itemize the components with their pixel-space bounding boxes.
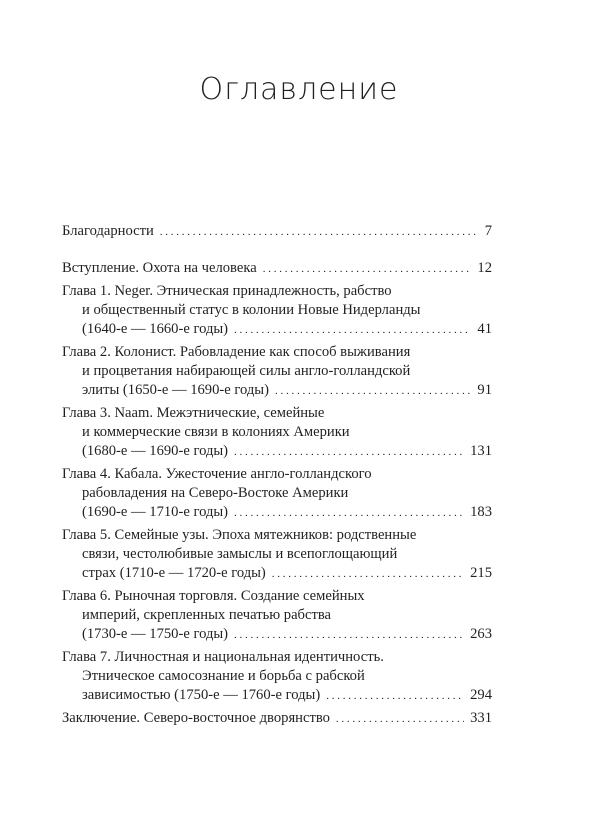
toc-entry-title-continued: рабовладения на Северо-Востоке Америки [82, 485, 349, 501]
toc-entry-chapter-4 [62, 465, 492, 523]
toc-entry-title-continued: и коммерческие связи в колониях Америки [82, 424, 350, 440]
dot-leader [275, 381, 471, 401]
toc-entry-title-continued: Этническое самосознание и борьба с рабской [82, 668, 365, 684]
toc-entry-conclusion [62, 709, 492, 729]
toc-entry-chapter-5 [62, 526, 492, 584]
toc-entry-title-continued: (1730-е — 1750-е годы) [82, 626, 229, 642]
toc-entry-title-continued: (1640-е — 1660-е годы) [82, 321, 229, 337]
toc-entry-title-continued: страх (1710-е — 1720-е годы) [82, 565, 266, 581]
toc-entry-title: Благодарности [62, 223, 154, 239]
toc-entry-introduction [62, 259, 492, 279]
toc-entry-title-continued: зависимостью (1750-е — 1760-е годы) [82, 687, 321, 703]
toc-page-number: 41 [477, 321, 492, 337]
toc-entry-title: Глава 1. Neger. Этническая принадлежность, рабство [62, 283, 392, 299]
toc-page-number: 131 [470, 443, 492, 459]
toc-page-number: 263 [470, 626, 492, 642]
dot-leader [326, 686, 464, 706]
toc-entry-title: Глава 6. Рыночная торговля. Создание семейных [62, 588, 365, 604]
toc-page-number: 7 [484, 223, 492, 239]
toc-entry-title: Глава 2. Колонист. Рабовладение как способ выживания [62, 344, 411, 360]
dot-leader [234, 320, 471, 340]
toc-entry-acknowledgements [62, 222, 492, 242]
toc-page-number: 12 [477, 260, 492, 276]
toc-entry-title: Глава 7. Личностная и национальная идентичность. [62, 649, 384, 665]
toc-entry-title: Глава 4. Кабала. Ужесточение англо-голландского [62, 466, 372, 482]
toc-page-number: 183 [470, 504, 492, 520]
dot-leader [272, 564, 464, 584]
toc-entry-title-continued: (1690-е — 1710-е годы) [82, 504, 229, 520]
toc-entry-title: Глава 5. Семейные узы. Эпоха мятежников: родственные [62, 527, 417, 543]
toc-page-number: 91 [477, 382, 492, 398]
toc-page-number: 331 [470, 710, 492, 726]
toc-entry-title-continued: и процветания набирающей силы англо-голландской [82, 363, 411, 379]
toc-entry-title-continued: и общественный статус в колонии Новые Нидерланды [82, 302, 421, 318]
dot-leader [234, 442, 464, 462]
toc-entry-title-continued: империй, скрепленных печатью рабства [82, 607, 332, 623]
toc-entry-title-continued: элиты (1650-е — 1690-е годы) [82, 382, 269, 398]
toc-entry-chapter-6 [62, 587, 492, 645]
toc-entry-chapter-7 [62, 648, 492, 706]
toc-entry-chapter-3 [62, 404, 492, 462]
page-title: Оглавление [199, 72, 399, 107]
dot-leader [234, 503, 464, 523]
dot-leader [234, 625, 464, 645]
toc-page-number: 215 [470, 565, 492, 581]
dot-leader [263, 259, 472, 279]
toc-entry-title: Глава 3. Naam. Межэтнические, семейные [62, 405, 325, 421]
toc-page-number: 294 [470, 687, 492, 703]
toc-entry-title-continued: (1680-е — 1690-е годы) [82, 443, 229, 459]
toc-entry-title-continued: связи, честолюбивые замыслы и всепоглощающий [82, 546, 398, 562]
toc-entry-title: Заключение. Северо-восточное дворянство [62, 710, 330, 726]
toc-entry-chapter-2 [62, 343, 492, 401]
toc-entry-title: Вступление. Охота на человека [62, 260, 257, 276]
dot-leader [160, 222, 479, 242]
dot-leader [336, 709, 464, 729]
toc-entry-chapter-1 [62, 282, 492, 340]
table-of-contents [62, 222, 492, 732]
